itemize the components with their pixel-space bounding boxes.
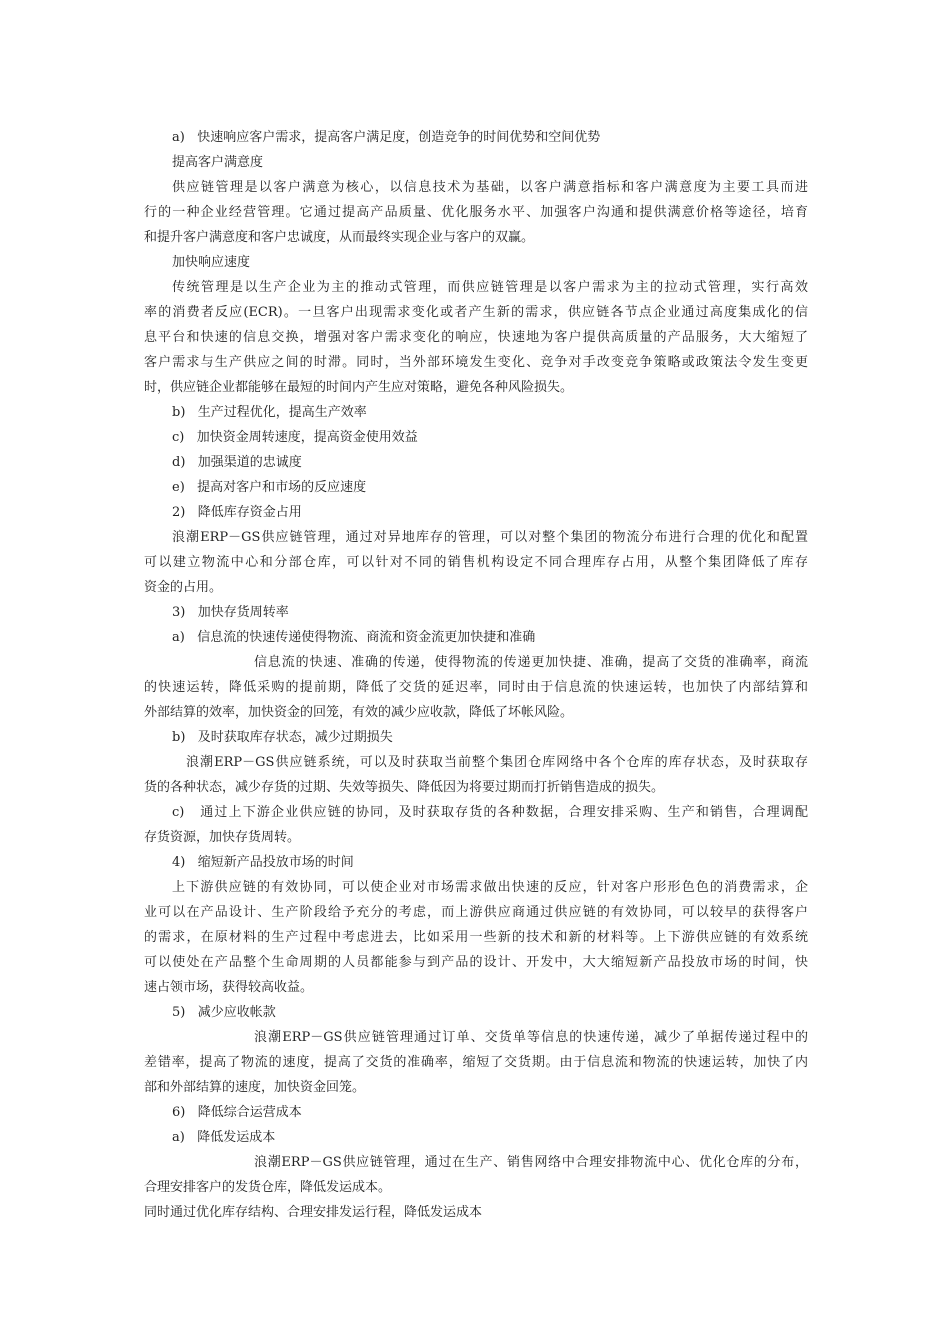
paragraph-line: 的需求，在原材料的生产过程中考虑进去，比如采用一些新的技术和新的材料等。上下游供应链的有效系统 <box>144 930 808 945</box>
list-item: d) 加强渠道的忠诚度 <box>172 455 302 470</box>
paragraph-line: 供应链管理是以客户满意为核心，以信息技术为基础，以客户满意指标和客户满意度为主要工具而进 <box>172 180 808 195</box>
paragraph-line: 可以建立物流中心和分部仓库，可以针对不同的销售机构设定不同合理库存占用，从整个集团降低了库存 <box>144 555 808 570</box>
paragraph-line: 上下游供应链的有效协同，可以使企业对市场需求做出快速的反应，针对客户形形色色的消费需求，企 <box>172 880 808 895</box>
list-item: b) 生产过程优化，提高生产效率 <box>172 405 367 420</box>
paragraph-line: 资金的占用。 <box>144 580 223 595</box>
paragraph-line: 传统管理是以生产企业为主的推动式管理，而供应链管理是以客户需求为主的拉动式管理，实行高效 <box>172 280 808 295</box>
paragraph-line: 浪潮ERP－GS供应链系统，可以及时获取当前整个集团仓库网络中各个仓库的库存状态，及时获取存 <box>186 755 808 770</box>
list-item: c) 加快资金周转速度，提高资金使用效益 <box>172 430 418 445</box>
paragraph-line: 信息流的快速、准确的传递，使得物流的传递更加快捷、准确，提高了交货的准确率，商流 <box>254 655 808 670</box>
paragraph-line: 浪潮ERP－GS供应链管理，通过在生产、销售网络中合理安排物流中心、优化仓库的分布， <box>254 1155 808 1170</box>
paragraph-line: 合理安排客户的发货仓库，降低发运成本。 <box>144 1180 392 1195</box>
paragraph-line: 部和外部结算的速度，加快资金回笼。 <box>144 1080 366 1095</box>
paragraph-line: 业可以在产品设计、生产阶段给予充分的考虑，而上游供应商通过供应链的有效协同，可以较早的获得客户 <box>144 905 808 920</box>
list-item: 3) 加快存货周转率 <box>172 605 289 620</box>
list-item: e) 提高对客户和市场的反应速度 <box>172 480 367 495</box>
paragraph-line: 同时通过优化库存结构、合理安排发运行程，降低发运成本 <box>144 1205 483 1220</box>
paragraph-line: 速占领市场，获得较高收益。 <box>144 980 314 995</box>
list-item: 6) 降低综合运营成本 <box>172 1105 302 1120</box>
paragraph-line: 差错率，提高了物流的速度，提高了交货的准确率，缩短了交货期。由于信息流和物流的快速运转，加快了内 <box>144 1055 808 1070</box>
list-item: a) 降低发运成本 <box>172 1130 276 1145</box>
paragraph-line: 外部结算的效率，加快资金的回笼，有效的减少应收款，降低了坏帐风险。 <box>144 705 574 720</box>
paragraph-line: 行的一种企业经营管理。它通过提高产品质量、优化服务水平、加强客户沟通和提供满意价格等途径，培育 <box>144 205 808 220</box>
paragraph-line: 息平台和快速的信息交换，增强对客户需求变化的响应，快速地为客户提供高质量的产品服务，大大缩短了 <box>144 330 808 345</box>
paragraph-line: 货的各种状态，减少存货的过期、失效等损失、降低因为将要过期而打折销售造成的损失。 <box>144 780 665 795</box>
paragraph-line: 的快速运转，降低采购的提前期，降低了交货的延迟率，同时由于信息流的快速运转，也加快了内部结算和 <box>144 680 808 695</box>
list-item: c) 通过上下游企业供应链的协同，及时获取存货的各种数据，合理安排采购、生产和销售，合理调配 <box>172 805 808 820</box>
paragraph-line: 可以使处在产品整个生命周期的人员都能参与到产品的设计、开发中，大大缩短新产品投放市场的时间，快 <box>144 955 808 970</box>
list-item: a) 信息流的快速传递使得物流、商流和资金流更加快捷和准确 <box>172 630 536 645</box>
section-heading: 提高客户满意度 <box>172 155 264 170</box>
paragraph-line: 和提升客户满意度和客户忠诚度，从而最终实现企业与客户的双赢。 <box>144 230 535 245</box>
paragraph-line: 时，供应链企业都能够在最短的时间内产生应对策略，避免各种风险损失。 <box>144 380 574 395</box>
paragraph-line: 率的消费者反应(ECR)。一旦客户出现需求变化或者产生新的需求，供应链各节点企业通过高度集成化的信 <box>144 305 808 320</box>
paragraph-line: 浪潮ERP－GS供应链管理，通过对异地库存的管理，可以对整个集团的物流分布进行合理的优化和配置 <box>172 530 808 545</box>
section-heading: 加快响应速度 <box>172 255 251 270</box>
list-item: 5) 减少应收帐款 <box>172 1005 276 1020</box>
list-item: 4) 缩短新产品投放市场的时间 <box>172 855 354 870</box>
paragraph-line: 存货资源，加快存货周转。 <box>144 830 301 845</box>
list-item: a) 快速响应客户需求，提高客户满足度，创造竞争的时间优势和空间优势 <box>172 130 601 145</box>
paragraph-line: 客户需求与生产供应之间的时滞。同时，当外部环境发生变化、竞争对手改变竞争策略或政策法令发生变更 <box>144 355 808 370</box>
list-item: b) 及时获取库存状态，减少过期损失 <box>172 730 393 745</box>
paragraph-line: 浪潮ERP－GS供应链管理通过订单、交货单等信息的快速传递，减少了单据传递过程中的 <box>254 1030 808 1045</box>
list-item: 2) 降低库存资金占用 <box>172 505 302 520</box>
